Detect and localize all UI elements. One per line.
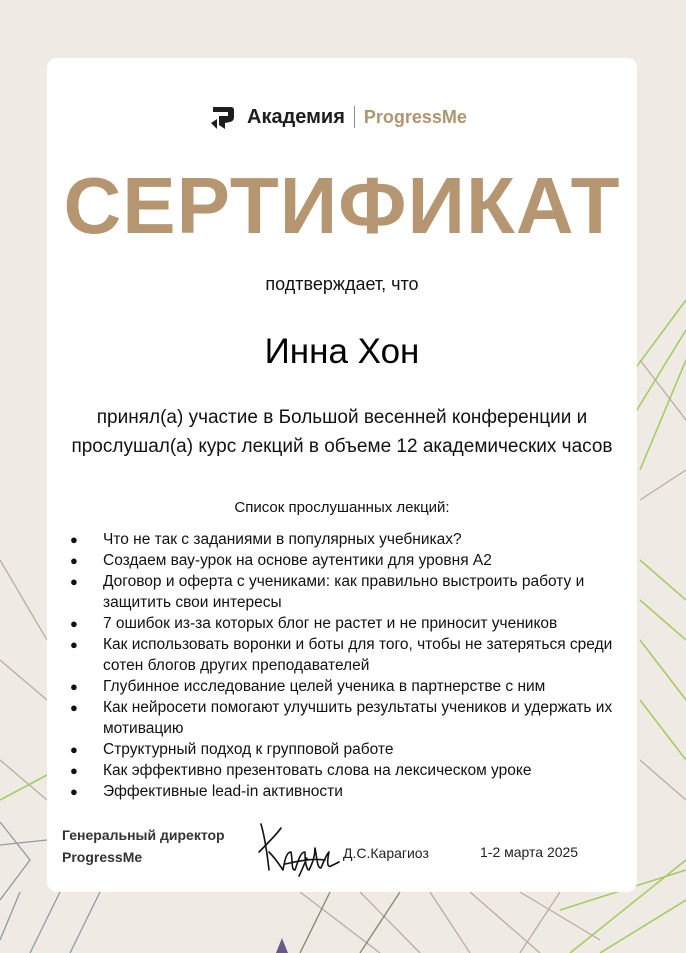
list-item: ● Как эффективно презентовать слова на лексическом уроке: [70, 760, 630, 781]
participation-text: принял(а) участие в Большой весенней конференции и прослушал(а) курс лекций в объеме 12 академических часов: [71, 407, 613, 457]
certificate-date: 1-2 марта 2025: [480, 844, 579, 860]
certificate-title: СЕРТИФИКАТ: [63, 161, 621, 250]
list-item: ● Создаем вау-урок на основе аутентики для уровня А2: [70, 550, 630, 571]
list-item: ● Договор и оферта с учениками: как правильно выстроить работу и защитить свои интересы: [70, 571, 630, 613]
signer-name: Д.С.Карагиоз: [343, 845, 429, 861]
list-item: ● Как нейросети помогают улучшить результаты учеников и удержать их мотивацию: [70, 697, 630, 739]
director-title: Генеральный директор: [62, 827, 225, 843]
logo-academy-text: Академия: [247, 105, 345, 128]
logo: [209, 102, 467, 132]
logo-brand-text: ProgressMe: [363, 106, 467, 127]
logo-divider: [354, 106, 355, 128]
list-item: ● Что не так с заданиями в популярных учебниках?: [70, 529, 630, 550]
list-item: ● 7 ошибок из-за которых блог не растет и не приносит учеников: [70, 613, 630, 634]
signature-image: [255, 818, 341, 880]
lectures-list: [70, 529, 630, 802]
list-item: ● Глубинное исследование целей ученика в партнерстве с ним: [70, 676, 630, 697]
director-company: ProgressMe: [62, 849, 143, 865]
list-item: ● Структурный подход к групповой работе: [70, 739, 630, 760]
confirms-text: подтверждает, что: [265, 274, 419, 294]
list-item: ● Эффективные lead-in активности: [70, 781, 630, 802]
certificate-card: [47, 58, 637, 892]
list-item: ● Как использовать воронки и боты для того, чтобы не затеряться среди сотен блогов других преподавателей: [70, 634, 630, 676]
progressme-logo-icon: [209, 103, 237, 131]
lectures-heading: Список прослушанных лекций:: [234, 499, 450, 516]
director-block: [62, 824, 225, 868]
recipient-name: Инна Хон: [264, 332, 420, 371]
